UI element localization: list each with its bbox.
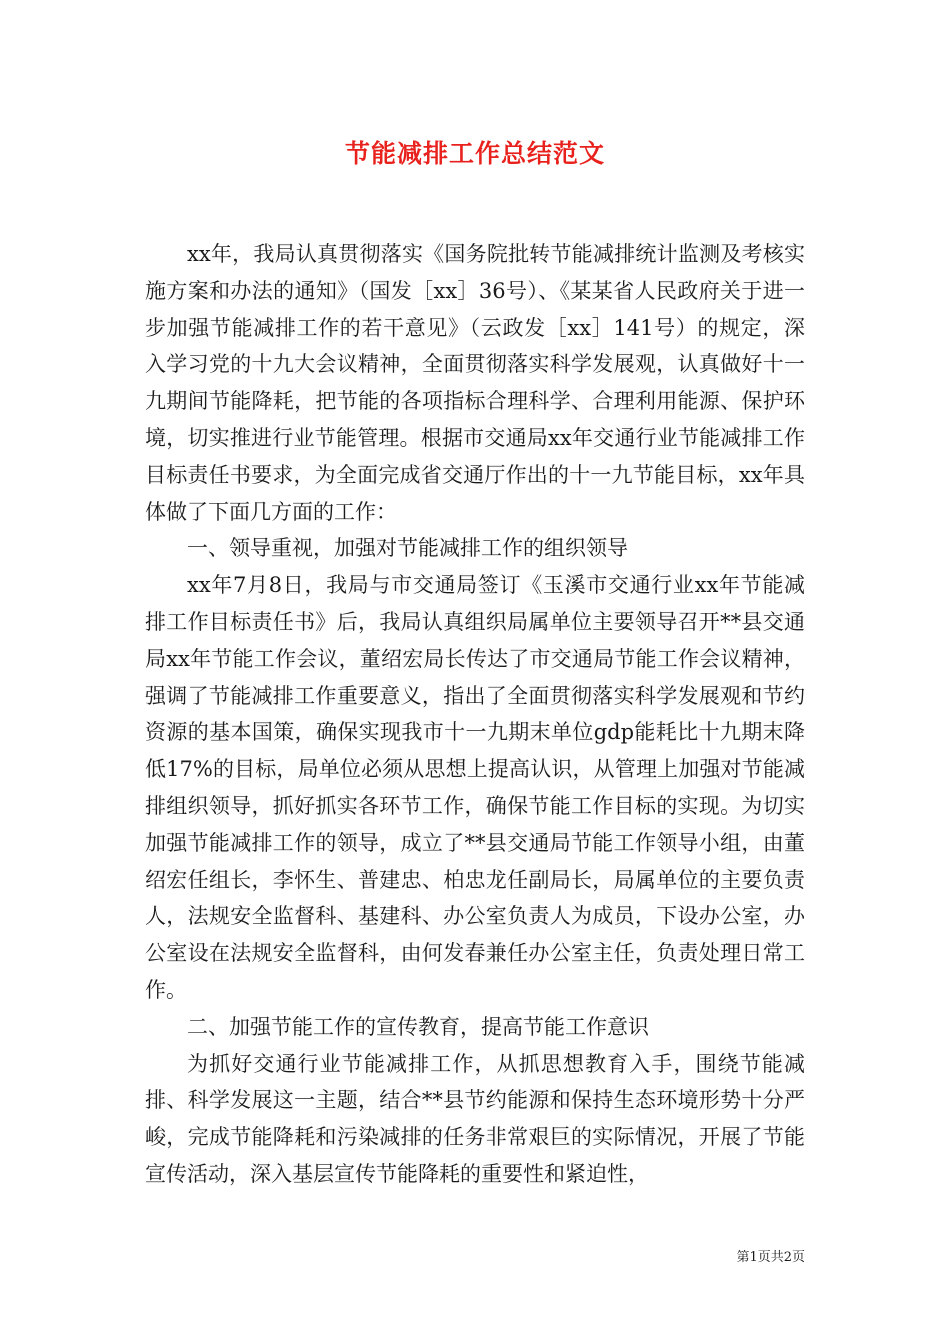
document-title: 节能减排工作总结范文	[344, 139, 605, 168]
page-number-footer: 第1页共2页	[736, 1250, 805, 1265]
section-heading-1: 一、领导重视，加强对节能减排工作的组织领导	[187, 536, 628, 561]
section-2-paragraph: 为抓好交通行业节能减排工作，从抓思想教育入手，围绕节能减排、科学发展这一主题，结合**县节约能源和保持生态环境形势十分严峻，完成节能降耗和污染减排的任务非常艰巨的实际情况，开展了节能宣传活动，深入基层宣传节能降耗的重要性和紧迫性，	[145, 1051, 805, 1186]
section-1-paragraph: xx年7月8日，我局与市交通局签订《玉溪市交通行业xx年节能减排工作目标责任书》后，我局认真组织局属单位主要领导召开**县交通局xx年节能工作会议，董绍宏局长传达了市交通局节能工作会议精神，强调了节能减排工作重要意义，指出了全面贯彻落实科学发展观和节约资源的基本国策，确保实现我市十一九期末单位gdp能耗比十九期末降低17%的目标，局单位必须从思想上提高认识，从管理上加强对节能减排组织领导，抓好抓实各环节工作，确保节能工作目标的实现。为切实加强节能减排工作的领导，成立了**县交通局节能工作领导小组，由董绍宏任组长，李怀生、普建忠、柏忠龙任副局长，局属单位的主要负责人，法规安全监督科、基建科、办公室负责人为成员，下设办公室，办公室设在法规安全监督科，由何发春兼任办公室主任，负责处理日常工作。	[145, 573, 805, 1002]
document-body	[145, 236, 805, 1193]
section-heading-2: 二、加强节能工作的宣传教育，提高节能工作意识	[187, 1014, 649, 1039]
intro-paragraph: xx年，我局认真贯彻落实《国务院批转节能减排统计监测及考核实施方案和办法的通知》（国发［xx］36号）、《某某省人民政府关于进一步加强节能减排工作的若干意见》（云政发［xx］141号）的规定，深入学习党的十九大会议精神，全面贯彻落实科学发展观，认真做好十一九期间节能降耗，把节能的各项指标合理科学、合理利用能源、保护环境，切实推进行业节能管理。根据市交通局xx年交通行业节能减排工作目标责任书要求，为全面完成省交通厅作出的十一九节能目标，xx年具体做了下面几方面的工作：	[145, 242, 805, 524]
